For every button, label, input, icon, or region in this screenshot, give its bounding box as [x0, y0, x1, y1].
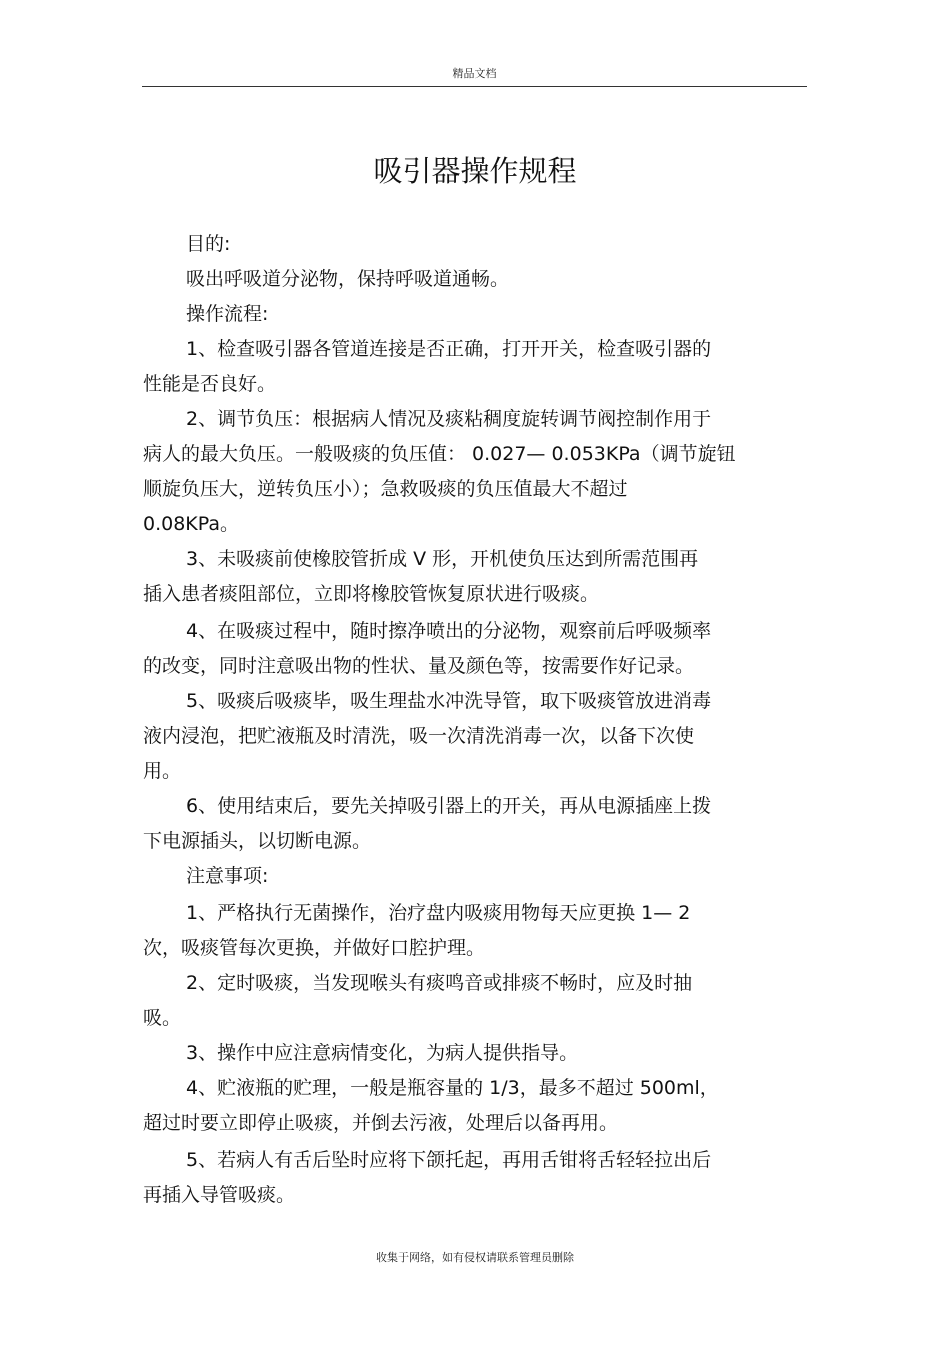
paragraph-line: 性能是否良好。 [143, 373, 277, 395]
section-heading-procedure: 操作流程: [186, 303, 269, 325]
paragraph-line: 6、使用结束后，要先关掉吸引器上的开关，再从电源插座上拨 [186, 795, 712, 817]
paragraph-line: 吸。 [143, 1007, 182, 1029]
page-header: 精品文档 [142, 64, 807, 87]
section-heading-notes: 注意事项: [186, 865, 269, 887]
paragraph-line: 下电源插头，以切断电源。 [143, 830, 372, 852]
section-heading-purpose: 目的: [186, 233, 231, 255]
paragraph-line: 1、检查吸引器各管道连接是否正确，打开开关，检查吸引器的 [186, 338, 712, 360]
paragraph-line: 超过时要立即停止吸痰，并倒去污液，处理后以备再用。 [143, 1112, 619, 1134]
paragraph-line: 0.08KPa。 [143, 513, 240, 535]
paragraph-line: 3、操作中应注意病情变化，为病人提供指导。 [186, 1042, 579, 1064]
page-footer: 收集于网络，如有侵权请联系管理员删除 [376, 1251, 574, 1264]
paragraph-line: 4、在吸痰过程中，随时擦净喷出的分泌物，观察前后呼吸频率 [186, 620, 712, 642]
paragraph-line: 1、严格执行无菌操作，治疗盘内吸痰用物每天应更换 1— 2 [186, 902, 691, 924]
paragraph-line: 再插入导管吸痰。 [143, 1184, 296, 1206]
paragraph-line: 2、定时吸痰，当发现喉头有痰鸣音或排痰不畅时，应及时抽 [186, 972, 693, 994]
paragraph-line: 次，吸痰管每次更换，并做好口腔护理。 [143, 937, 486, 959]
paragraph-line: 3、未吸痰前使橡胶管折成 V 形，开机使负压达到所需范围再 [186, 548, 699, 570]
paragraph-line: 液内浸泡，把贮液瓶及时清洗，吸一次清洗消毒一次，以备下次使 [143, 725, 695, 747]
paragraph-line: 的改变，同时注意吸出物的性状、量及颜色等，按需要作好记录。 [143, 655, 695, 677]
paragraph-line: 4、贮液瓶的贮理，一般是瓶容量的 1/3，最多不超过 500ml， [186, 1077, 719, 1099]
paragraph-line: 吸出呼吸道分泌物，保持呼吸道通畅。 [186, 268, 510, 290]
paragraph-line: 插入患者痰阻部位，立即将橡胶管恢复原状进行吸痰。 [143, 583, 600, 605]
paragraph-line: 2、调节负压：根据病人情况及痰粘稠度旋转调节阀控制作用于 [186, 408, 712, 430]
paragraph-line: 5、若病人有舌后坠时应将下颌托起，再用舌钳将舌轻轻拉出后 [186, 1149, 712, 1171]
document-title: 吸引器操作规程 [373, 154, 577, 188]
paragraph-line: 病人的最大负压。一般吸痰的负压值： 0.027— 0.053KPa（调节旋钮 [143, 443, 736, 465]
paragraph-line: 用。 [143, 760, 182, 782]
paragraph-line: 5、吸痰后吸痰毕，吸生理盐水冲洗导管，取下吸痰管放进消毒 [186, 690, 712, 712]
paragraph-line: 顺旋负压大，逆转负压小）；急救吸痰的负压值最大不超过 [143, 478, 628, 500]
